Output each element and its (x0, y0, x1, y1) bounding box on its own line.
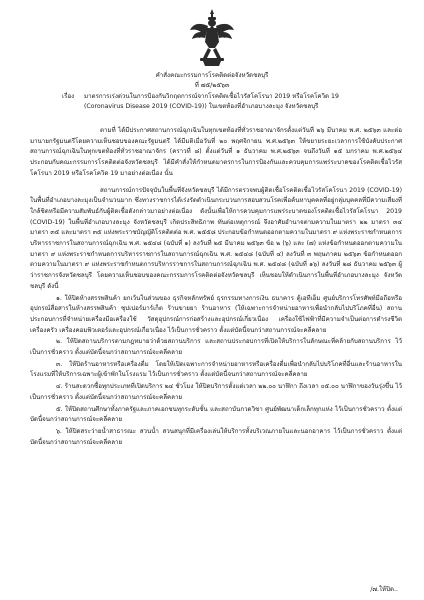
list-item: ๒. ให้ปิดสถานบริการตามกฎหมายว่าด้วยสถานบริการ และสถานประกอบการที่เปิดให้บริการในลักษณะที่คล้ายกับสถานบริการ ไว้เป็นการชั่วคราว ตั้งแต่บัดนี้จนกว่าสถานการณ์จะคลี่คลาย (30, 338, 402, 357)
paragraph: ตามที่ ได้มีประกาศสถานการณ์ฉุกเฉินในทุกเขตท้องที่ทั่วราชอาณาจักรตั้งแต่วันที่ ๒๖ มีนาคม พ.ศ. ๒๕๖๓ และต่อมานายกรัฐมนตรีโดยความเห็นชอบของคณะรัฐมนตรี ได้มีมติเมื่อวันที่ ๒๐ พฤศจิกายน พ.ศ.๒๕๖๓ ให้ขยายระยะเวลาการใช้บังคับประกาศสถานการณ์ฉุกเฉินในทุกเขตท้องที่ทั่วราชอาณาจักร (คราวที่ ๘) ตั้งแต่วันที่ ๑ ธันวาคม พ.ศ.๒๕๖๓ จนถึงวันที่ ๑๕ มกราคม พ.ศ.๒๕๖๔ ประกอบกับคณะกรรมการโรคติดต่อจังหวัดชลบุรี ได้มีคำสั่งให้กำหนดมาตรการในการป้องกันและควบคุมการแพร่ระบาดของโรคติดเชื้อไวรัสโคโรนา 2019 หรือโรคโควิด 19 มาอย่างต่อเนื่อง นั้น (30, 127, 402, 177)
document-org-title: คำสั่งคณะกรรมการโรคติดต่อจังหวัดชลบุรี (155, 72, 269, 79)
subject-line-2: (Coronavirus Disease 2019 (COVID-19)) ในเขตท้องที่อำเภอบางละมุง จังหวัดชลบุรี (84, 103, 319, 110)
subject-line-1: มาตรการเร่งด่วนในการป้องกันวิกฤตการณ์จากโรคติดเชื้อไวรัสโคโรนา 2019 หรือโรคโควิด 19 (84, 93, 339, 100)
list-item: ๓. ให้ปิดร้านอาหารหรือเครื่องดื่ม โดยให้เปิดเฉพาะการจำหน่ายอาหารหรือเครื่องดื่มเพื่อนำกลับไปบริโภคที่อื่นและร้านอาหารในโรงแรมที่ให้บริการเฉพาะผู้เข้าพักในโรงแรม ไว้เป็นการชั่วคราว ตั้งแต่บัดนี้จนกว่าสถานการณ์จะคลี่คลาย (30, 360, 402, 379)
subject-block (62, 92, 392, 112)
list-item: ๖. ให้ปิดสระว่ายน้ำสาธารณะ สวนน้ำ สวนสนุกที่มีเครื่องเล่นให้บริการทั้งบริเวณภายในและนอกอาคาร ไว้เป็นการชั่วคราว ตั้งแต่บัดนี้จนกว่าสถานการณ์จะคลี่คลาย (30, 427, 402, 446)
garuda-emblem-icon (189, 8, 235, 68)
document-body (30, 126, 402, 448)
list-item: ๑. ให้ปิดห้างสรรพสินค้า ยกเว้นในส่วนของ ธุรกิจหลักทรัพย์ ธุรกรรมทางการเงิน ธนาคาร ตู้เอทีเอ็ม ศูนย์บริการโทรศัพท์มือถือหรืออุปกรณ์สื่อสารในห้างสรรพสินค้า ซุปเปอร์มาร์เก็ต ร้านขายยา ร้านอาหาร (ให้เฉพาะการจำหน่ายอาหารเพื่อนำกลับไปบริโภคที่อื่น) สถานประกอบการที่จำหน่ายเครื่องมือเครื่องใช้ วัสดุอุปกรณ์การก่อสร้างและอุปกรณ์เกี่ยวเนื่อง เครื่องใช้ไฟฟ้าที่มีความจำเป็นต่อการดำรงชีวิต เครื่องครัว เครื่องคอมพิวเตอร์และอุปกรณ์เกี่ยวเนื่อง ไว้เป็นการชั่วคราว ตั้งแต่บัดนี้จนกว่าสถานการณ์จะคลี่คลาย (30, 294, 402, 334)
subject-label: เรื่อง (62, 93, 75, 100)
continuation-marker: /๗.ให้ปิด.. (370, 586, 398, 593)
paragraph: สถานการณ์การปัจจุบันในพื้นที่จังหวัดชลบุรี ได้มีการตรวจพบผู้ติดเชื้อโรคติดเชื้อไวรัสโคโรนา 2019 (COVID-19) ในพื้นที่อำเภอบางละมุงเป็นจำนวนมาก ซึ่งทางราชการได้เร่งรัดดำเนินกระบวนการสอบสวนโรคเพื่อค้นหาบุคคลที่อยู่กลุ่มบุคคลที่มีความเสี่ยงที่ใกล้ชิดหรือมีความสัมพันธ์กับผู้ติดเชื้อดังกล่าวมาอย่างต่อเนื่อง ดังนั้นเพื่อให้การควบคุมการแพร่ระบาดของโรคติดเชื้อไวรัสโคโรนา 2019 (COVID-19) ในพื้นที่อำเภอบางละมุง จังหวัดชลบุรี เกิดประสิทธิภาพ ทันต่อเหตุการณ์ จึงอาศัยอำนาจตามความในมาตรา ๒๒ มาตรา ๓๔ มาตรา ๓๕ และมาตรา ๓๕ แห่งพระราชบัญญัติโรคติดต่อ พ.ศ. ๒๕๕๘ ประกอบข้อกำหนดออกตามความในมาตรา ๙ แห่งพระราชกำหนดการบริหารราชการในสถานการณ์ฉุกเฉิน พ.ศ. ๒๕๔๘ (ฉบับที่ ๑) ลงวันที่ ๒๕ มีนาคม ๒๕๖๓ ข้อ ๒ (๖) และ (๗) แห่งข้อกำหนดออกตามความในมาตรา ๙ แห่งพระราชกำหนดการบริหารราชการในสถานการณ์ฉุกเฉิน พ.ศ. ๒๕๔๘ (ฉบับที่ ๔) ลงวันที่ ๓ พฤษภาคม ๒๕๖๓ ข้อกำหนดออกตามความในมาตรา ๙ แห่งพระราชกำหนดการบริหารราชการในสถานการณ์ฉุกเฉิน พ.ศ. ๒๕๔๘ (ฉบับที่ ๑๖) ลงวันที่ ๒๘ ธันวาคม ๒๕๖๓ ผู้ว่าราชการจังหวัดชลบุรี โดยความเห็นชอบของคณะกรรมการโรคติดต่อจังหวัดชลบุรี เห็นชอบให้ดำเนินการในพื้นที่อำเภอบางละมุง จังหวัดชลบุรี ดังนี้ (30, 186, 402, 290)
list-item: ๕. ให้ปิดสถานศึกษาทั้งภาครัฐและภาคเอกชนทุกระดับชั้น และสถาบันกวดวิชา ศูนย์พัฒนาเด็กเล็กทุกแห่ง ไว้เป็นการชั่วคราว ตั้งแต่บัดนี้จนกว่าสถานการณ์จะคลี่คลาย (30, 405, 402, 424)
document-number: ที่ ๗๕/๒๕๖๓ (194, 82, 230, 89)
list-item: ๔. ร้านสะดวกซื้อทุกประเภทที่เปิดบริการ ๒๔ ชั่วโมง ให้ปิดบริการตั้งแต่เวลา ๒๒.๐๐ นาฬิกา ถึงเวลา ๐๕.๐๐ นาฬิกาของวันรุ่งขึ้น ไว้เป็นการชั่วคราว ตั้งแต่บัดนี้จนกว่าสถานการณ์จะคลี่คลาย (30, 383, 402, 401)
